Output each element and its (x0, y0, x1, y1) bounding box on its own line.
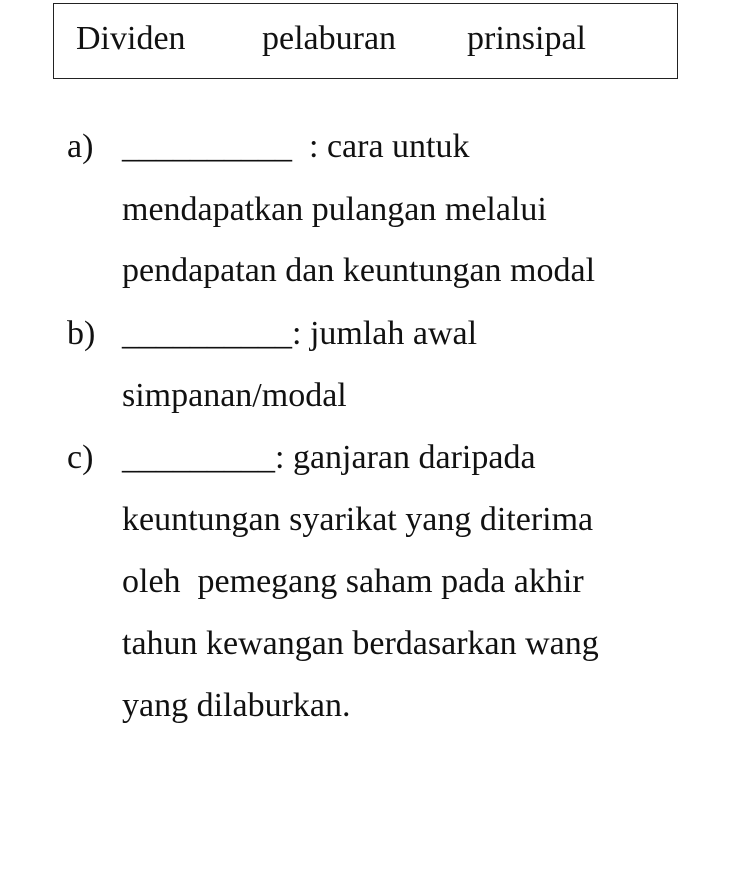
question-b-marker: b) (67, 315, 96, 352)
word-bank-word-dividen: Dividen (76, 20, 186, 57)
question-c-line-2: keuntungan syarikat yang diterima (122, 501, 594, 538)
question-a-line-3: pendapatan dan keuntungan modal (122, 252, 596, 289)
word-bank-word-prinsipal: prinsipal (467, 20, 586, 57)
question-c-line-3: oleh pemegang saham pada akhir (122, 563, 584, 600)
question-a-marker: a) (67, 128, 94, 165)
question-c-line-4: tahun kewangan berdasarkan wang (122, 625, 599, 662)
question-a-line-1: __________ : cara untuk (122, 128, 470, 165)
word-bank-word-pelaburan: pelaburan (262, 20, 397, 57)
question-b-line-2: simpanan/modal (122, 377, 347, 414)
word-bank-box (53, 3, 678, 79)
question-b-line-1: __________: jumlah awal (122, 315, 478, 352)
question-c-line-1: _________: ganjaran daripada (122, 439, 536, 476)
question-c-line-5: yang dilaburkan. (122, 687, 351, 724)
question-c-marker: c) (67, 439, 94, 476)
question-a-line-2: mendapatkan pulangan melalui (122, 191, 547, 228)
